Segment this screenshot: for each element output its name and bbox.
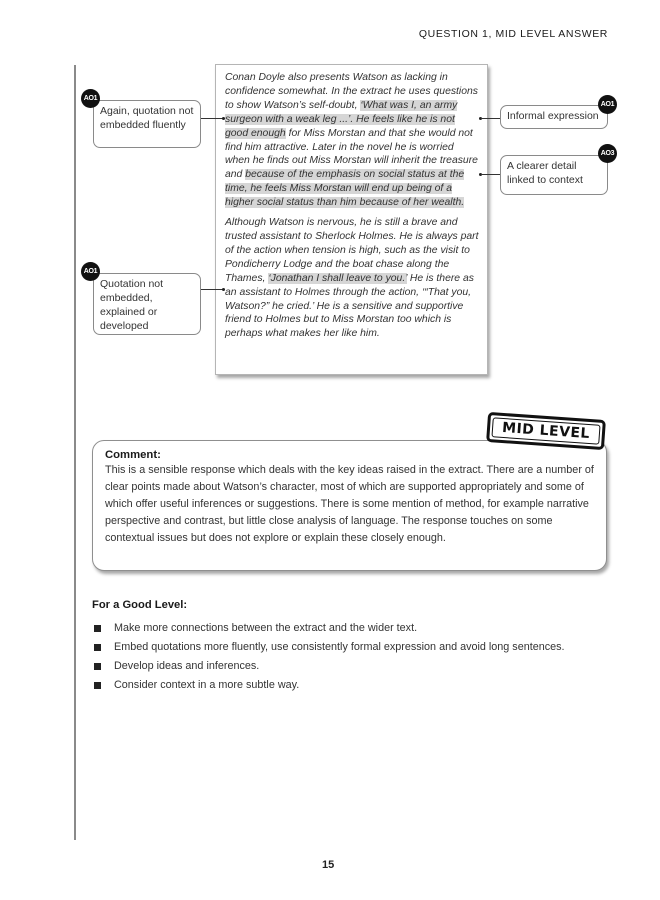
annotation-text: Quotation not embedded, explained or developed	[100, 278, 164, 332]
square-bullet-icon	[94, 663, 101, 670]
annotation-left-1	[93, 100, 201, 148]
annotation-text: A clearer detail linked to context	[507, 160, 583, 186]
highlighted-quotation: ‘Jonathan I shall leave to you.’	[268, 272, 407, 284]
ao1-badge-icon: AO1	[598, 95, 617, 114]
connector-line	[481, 174, 500, 175]
highlighted-quotation: ‘What was I, an army surgeon with a weak leg ...’. He feels like he is not good enough	[225, 99, 458, 139]
passage-text: Conan Doyle also presents Watson as lacking in confidence somewhat. In the extract he uses questions to show Watson’s self-doubt,	[225, 72, 478, 111]
good-level-section	[92, 599, 612, 695]
list-item-text: Make more connections between the extract and the wider text.	[114, 622, 418, 634]
good-level-list	[92, 619, 612, 695]
connector-line	[201, 118, 223, 119]
list-item	[92, 638, 612, 657]
ao1-badge-icon: AO1	[81, 89, 100, 108]
passage-text: He is there as an assistant to Holmes through the action, ‘“That you, Watson?” he cried.’ He is a sensitive and supportive friend to Holmes but to Miss Morstan too which is perhaps what makes her like him.	[225, 272, 474, 340]
annotation-right-2	[500, 155, 608, 195]
list-item	[92, 657, 612, 676]
annotation-right-1	[500, 105, 608, 129]
page-header: QUESTION 1, MID LEVEL ANSWER	[418, 28, 608, 40]
list-item	[92, 676, 612, 695]
list-item-text: Develop ideas and inferences.	[114, 660, 260, 672]
margin-rule	[74, 65, 76, 840]
square-bullet-icon	[94, 644, 101, 651]
comment-title: Comment:	[105, 449, 161, 461]
ao3-badge-icon: AO3	[598, 144, 617, 163]
list-item	[92, 619, 612, 638]
annotation-text: Informal expression	[507, 110, 599, 122]
square-bullet-icon	[94, 682, 101, 689]
stamp-label: MID LEVEL	[491, 417, 600, 444]
examiner-comment-box	[92, 440, 607, 571]
list-item-text: Consider context in a more subtle way.	[114, 679, 300, 691]
passage-text: Although Watson is nervous, he is still a brave and trusted assistant to Sherlock Holmes. He is always part of the action when tension is high, such as the visit to Pondicherry Lodge and the boat chase along the Thames,	[225, 217, 479, 284]
annotation-left-2	[93, 273, 201, 335]
passage-paragraph-1	[225, 71, 479, 210]
connector-dot	[222, 288, 225, 291]
ao1-badge-icon: AO1	[81, 262, 100, 281]
student-answer-passage	[215, 64, 488, 375]
connector-line	[201, 289, 223, 290]
passage-paragraph-2	[225, 216, 479, 341]
list-item-text: Embed quotations more fluently, use consistently formal expression and avoid long sentences.	[114, 641, 565, 653]
highlighted-context: because of the emphasis on social status at the time, he feels Miss Morstan will end up being of a higher social status than him because of her wealth.	[225, 169, 465, 209]
connector-dot	[222, 117, 225, 120]
connector-line	[481, 118, 500, 119]
comment-body: This is a sensible response which deals with the key ideas raised in the extract. There are a number of clear points made about Watson’s character, most of which are supported appropriately and some of which offer useful inferences or suggestions. There is some mention of method, for example narrative perspective and contrast, but little close analysis of language. The response touches on some contextual issues but does not explore or explain these closely enough.	[105, 464, 594, 544]
good-level-title: For a Good Level:	[92, 599, 188, 611]
square-bullet-icon	[94, 625, 101, 632]
page-number: 15	[322, 859, 335, 871]
annotation-text: Again, quotation not embedded fluently	[100, 105, 194, 131]
passage-text: for Miss Morstan and that she would not find him attractive. Later in the novel he is worried when he finds out Miss Morstan will inherit the treasure and	[225, 127, 478, 181]
